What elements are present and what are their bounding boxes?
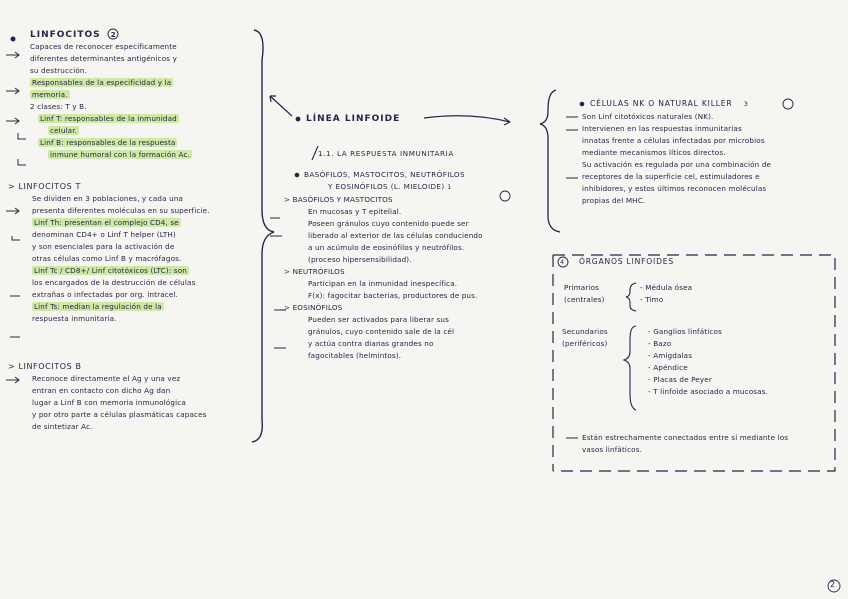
list-item: - T linfoide asociado a mucosas. bbox=[648, 387, 769, 396]
linea-linfoide-title: LÍNEA LINFOIDE bbox=[306, 114, 401, 124]
text-line: fagocitables (helmintos). bbox=[308, 351, 402, 360]
text-line: Responsables de la especificidad y la bbox=[32, 78, 172, 87]
text-line: Linf T: responsables de la inmunidad bbox=[40, 114, 177, 123]
text-line: respuesta inmunitaria. bbox=[32, 314, 117, 323]
middle-column bbox=[284, 169, 483, 362]
text-line: Su activación es regulada por una combinación de bbox=[582, 160, 772, 169]
bm-title: > BASÓFILOS Y MASTOCITOS bbox=[284, 195, 393, 204]
nk-title: CÉLULAS NK O NATURAL KILLER 3 bbox=[590, 99, 749, 108]
text-line: Linf Th: presentan el complejo CD4, se bbox=[34, 218, 179, 227]
primarios-label: Primarios (centrales) bbox=[564, 283, 605, 304]
text-line: memoria. bbox=[32, 90, 68, 99]
linfocitos-b-title: > LINFOCITOS B bbox=[8, 362, 82, 371]
text-line: otras células como Linf B y macrófagos. bbox=[32, 254, 182, 263]
text-line: liberado al exterior de las células conduciendo bbox=[308, 231, 483, 240]
text-line: (proceso hipersensibilidad). bbox=[308, 255, 412, 264]
text-line: celular. bbox=[50, 126, 78, 135]
secundarios-label: Secundarios (periféricos) bbox=[562, 327, 608, 348]
organos-title: 4 ÓRGANOS LINFOIDES bbox=[560, 257, 674, 266]
text-line: y por otro parte a células plasmáticas capaces bbox=[32, 410, 207, 419]
organos-note bbox=[582, 432, 788, 456]
text-line: propias del MHC. bbox=[582, 196, 646, 205]
list-item: - Bazo bbox=[648, 339, 672, 348]
text-line: receptores de la superficie cel, estimuladores e bbox=[582, 172, 760, 181]
text-line: Linf Tc / CD8+/ Linf citotóxicos (LTC): son bbox=[34, 266, 187, 275]
page-number: 2 bbox=[830, 580, 836, 589]
text-line: entran en contacto con dicho Ag dan bbox=[32, 386, 171, 395]
linfocitos-t-section bbox=[8, 181, 210, 325]
linfocitos-t-title: > LINFOCITOS T bbox=[8, 182, 81, 191]
text-line: Se dividen en 3 poblaciones, y cada una bbox=[32, 194, 184, 203]
text-line: Pueden ser activados para liberar sus bbox=[308, 315, 450, 324]
neu-title: > NEUTRÓFILOS bbox=[284, 267, 345, 276]
linfocitos-title: LINFOCITOS 2 bbox=[30, 30, 117, 40]
text-line: En mucosas y T epitelial. bbox=[308, 207, 402, 216]
primarios-list bbox=[640, 282, 692, 306]
text-line: Intervienen en las respuestas inmunitarias bbox=[582, 124, 742, 133]
text-line: gránulos, cuyo contenido sale de la cél bbox=[308, 327, 455, 336]
text-line: Poseen gránulos cuyo contenido puede ser bbox=[308, 219, 469, 228]
text-line: Reconoce directamente el Ag y una vez bbox=[32, 374, 181, 383]
list-item: - Amígdalas bbox=[648, 351, 693, 360]
text-line: Son Linf citotóxicos naturales (NK). bbox=[582, 112, 714, 121]
text-line: y son esenciales para la activación de bbox=[32, 242, 175, 251]
baso-title: BASÓFILOS, MASTOCITOS, NEUTRÓFILOS bbox=[304, 170, 465, 179]
text-line: denominan CD4+ o Linf T helper (LTH) bbox=[32, 230, 176, 239]
text-line: a un acúmulo de eosinófilos y neutrófilos. bbox=[308, 243, 465, 252]
text-line: su destrucción. bbox=[30, 66, 88, 75]
text-line: de sintetizar Ac. bbox=[32, 422, 93, 431]
text-line: innatas frente a células infectadas por microbios bbox=[582, 136, 765, 145]
text-line: Linf Ts: median la regulación de la bbox=[34, 302, 162, 311]
eos-title: > EOSINÓFILOS bbox=[284, 303, 343, 312]
list-item: - Timo bbox=[640, 295, 664, 304]
text-line: mediante mecanismos líticos directos. bbox=[582, 148, 726, 157]
text-line: extrañas o infectadas por org. intracel. bbox=[32, 290, 179, 299]
left-column bbox=[30, 29, 192, 161]
list-item: - Placas de Peyer bbox=[648, 375, 712, 384]
secundarios-list bbox=[648, 326, 768, 398]
text-line: Participan en la inmunidad inespecífica. bbox=[308, 279, 458, 288]
respuesta-title: 1.1. LA RESPUESTA INMUNITARIA bbox=[318, 149, 454, 158]
text-line: Capaces de reconocer específicamente bbox=[30, 42, 177, 51]
linfocitos-b-section bbox=[8, 361, 207, 433]
text-line: inmune humoral con la formación Ac. bbox=[50, 150, 191, 159]
text-line: Linf B: responsables de la respuesta bbox=[40, 138, 176, 147]
text-line: lugar a Linf B con memoria inmunológica bbox=[32, 398, 186, 407]
text-line: inhibidores, y estos últimos reconocen moléculas bbox=[582, 184, 767, 193]
list-item: - Ganglios linfáticos bbox=[648, 327, 722, 336]
text-line: diferentes determinantes antigénicos y bbox=[30, 54, 178, 63]
text-line: vasos linfáticos. bbox=[582, 445, 643, 454]
nk-section bbox=[582, 111, 771, 207]
text-line: 2 clases: T y B. bbox=[30, 102, 87, 111]
text-line: F(x): fagocitar bacterias, productores de pus. bbox=[308, 291, 478, 300]
list-item: - Médula ósea bbox=[640, 283, 693, 292]
text-line: los encargados de la destrucción de células bbox=[32, 278, 196, 287]
baso-title-2: Y EOSINÓFILOS (L. MIELOIDE) 1 bbox=[328, 182, 452, 191]
text-line: presenta diferentes moléculas en su superficie. bbox=[32, 206, 210, 215]
list-item: - Apéndice bbox=[648, 363, 688, 372]
text-line: Están estrechamente conectados entre sí mediante los bbox=[582, 433, 789, 442]
text-line: y actúa contra dianas grandes no bbox=[308, 339, 434, 348]
